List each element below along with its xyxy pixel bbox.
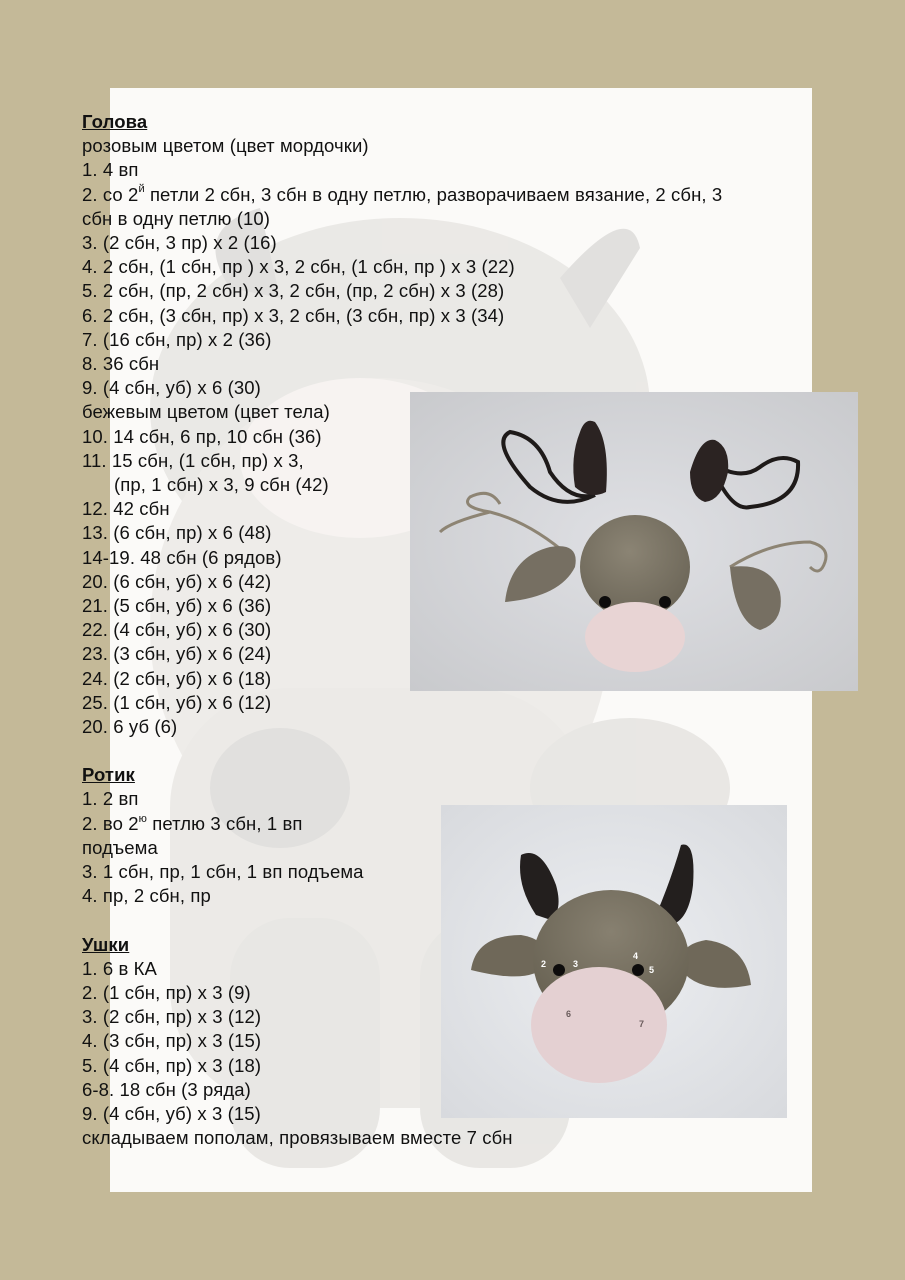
pattern-row: 8. 36 сбн <box>82 353 160 375</box>
photo-label-7: 7 <box>639 1019 645 1029</box>
pattern-row: 9. (4 сбн, уб) х 3 (15) <box>82 1102 261 1124</box>
pattern-row: 1. 4 вп <box>82 159 139 181</box>
section-spacer <box>82 739 822 763</box>
pattern-row: 6. 2 сбн, (3 сбн, пр) х 3, 2 сбн, (3 сбн, пр) х 3 (34) <box>82 304 505 326</box>
pattern-row: 24. (2 сбн, уб) х 6 (18) <box>82 667 272 689</box>
pattern-row: розовым цветом (цвет мордочки) <box>82 135 369 157</box>
section-heading-rotik: Ротик <box>82 764 135 786</box>
pattern-row: складываем пополам, провязываем вместе 7 сбн <box>82 1127 513 1149</box>
pattern-row: 25. (1 сбн, уб) х 6 (12) <box>82 691 272 713</box>
photo-label-5: 5 <box>649 965 655 975</box>
pattern-row: сбн в одну петлю (10) <box>82 207 271 229</box>
pattern-row: 7. (16 сбн, пр) х 2 (36) <box>82 328 272 350</box>
pattern-row: 14-19. 48 сбн (6 рядов) <box>82 546 282 568</box>
pattern-row: 11. 15 сбн, (1 сбн, пр) х 3, <box>82 449 304 471</box>
pattern-row: 21. (5 сбн, уб) х 6 (36) <box>82 595 272 617</box>
pattern-row: 22. (4 сбн, уб) х 6 (30) <box>82 619 272 641</box>
photo-label-2: 2 <box>541 959 547 969</box>
pattern-row: 3. (2 сбн, пр) х 3 (12) <box>82 1006 262 1028</box>
photo-head-parts <box>410 392 858 691</box>
pattern-row: 1. 2 вп <box>82 788 139 810</box>
pattern-row: 3. (2 сбн, 3 пр) х 2 (16) <box>82 232 277 254</box>
pattern-row: 1. 6 в КА <box>82 957 157 979</box>
pattern-row: 3. 1 сбн, пр, 1 сбн, 1 вп подъема <box>82 861 364 883</box>
row-text-end: петлю 3 сбн, 1 вп <box>146 812 303 834</box>
photo-label-3: 3 <box>573 959 579 969</box>
section-heading-ushki: Ушки <box>82 933 130 955</box>
pattern-row: (пр, 1 сбн) х 3, 9 сбн (42) <box>114 474 329 496</box>
pattern-row: 10. 14 сбн, 6 пр, 10 сбн (36) <box>82 425 322 447</box>
pattern-row: 9. (4 сбн, уб) х 6 (30) <box>82 377 261 399</box>
row-text-start: 2. со 2 <box>82 183 139 205</box>
section-heading-golova: Голова <box>82 111 148 132</box>
pattern-row: 5. 2 сбн, (пр, 2 сбн) х 3, 2 сбн, (пр, 2 сбн) х 3 (28) <box>82 280 505 302</box>
pattern-row: 4. 2 сбн, (1 сбн, пр ) х 3, 2 сбн, (1 сбн, пр ) х 3 (22) <box>82 256 515 278</box>
pattern-row: 23. (3 сбн, уб) х 6 (24) <box>82 643 272 665</box>
pattern-row: 13. (6 сбн, пр) х 6 (48) <box>82 522 272 544</box>
photo-label-4: 4 <box>633 951 639 961</box>
pattern-row: подъема <box>82 836 158 858</box>
row-superscript: ю <box>138 812 147 825</box>
pattern-row: 20. 6 уб (6) <box>82 716 178 738</box>
row-superscript: й <box>138 183 145 196</box>
photo-label-6: 6 <box>566 1009 572 1019</box>
pattern-row: 5. (4 сбн, пр) х 3 (18) <box>82 1054 262 1076</box>
pattern-row: 4. пр, 2 сбн, пр <box>82 885 211 907</box>
row-text-end: петли 2 сбн, 3 сбн в одну петлю, разворачиваем вязание, 2 сбн, 3 <box>144 183 723 205</box>
row-text-start: 2. во 2 <box>82 812 139 834</box>
photo-finished-head <box>441 805 787 1118</box>
pattern-row: 4. (3 сбн, пр) х 3 (15) <box>82 1030 262 1052</box>
pattern-row <box>82 183 822 207</box>
pattern-row: 20. (6 сбн, уб) х 6 (42) <box>82 570 272 592</box>
pattern-row: бежевым цветом (цвет тела) <box>82 401 330 423</box>
pattern-row: 12. 42 сбн <box>82 498 170 520</box>
pattern-row: 2. (1 сбн, пр) х 3 (9) <box>82 981 251 1003</box>
pattern-row: 6-8. 18 сбн (3 ряда) <box>82 1078 251 1100</box>
